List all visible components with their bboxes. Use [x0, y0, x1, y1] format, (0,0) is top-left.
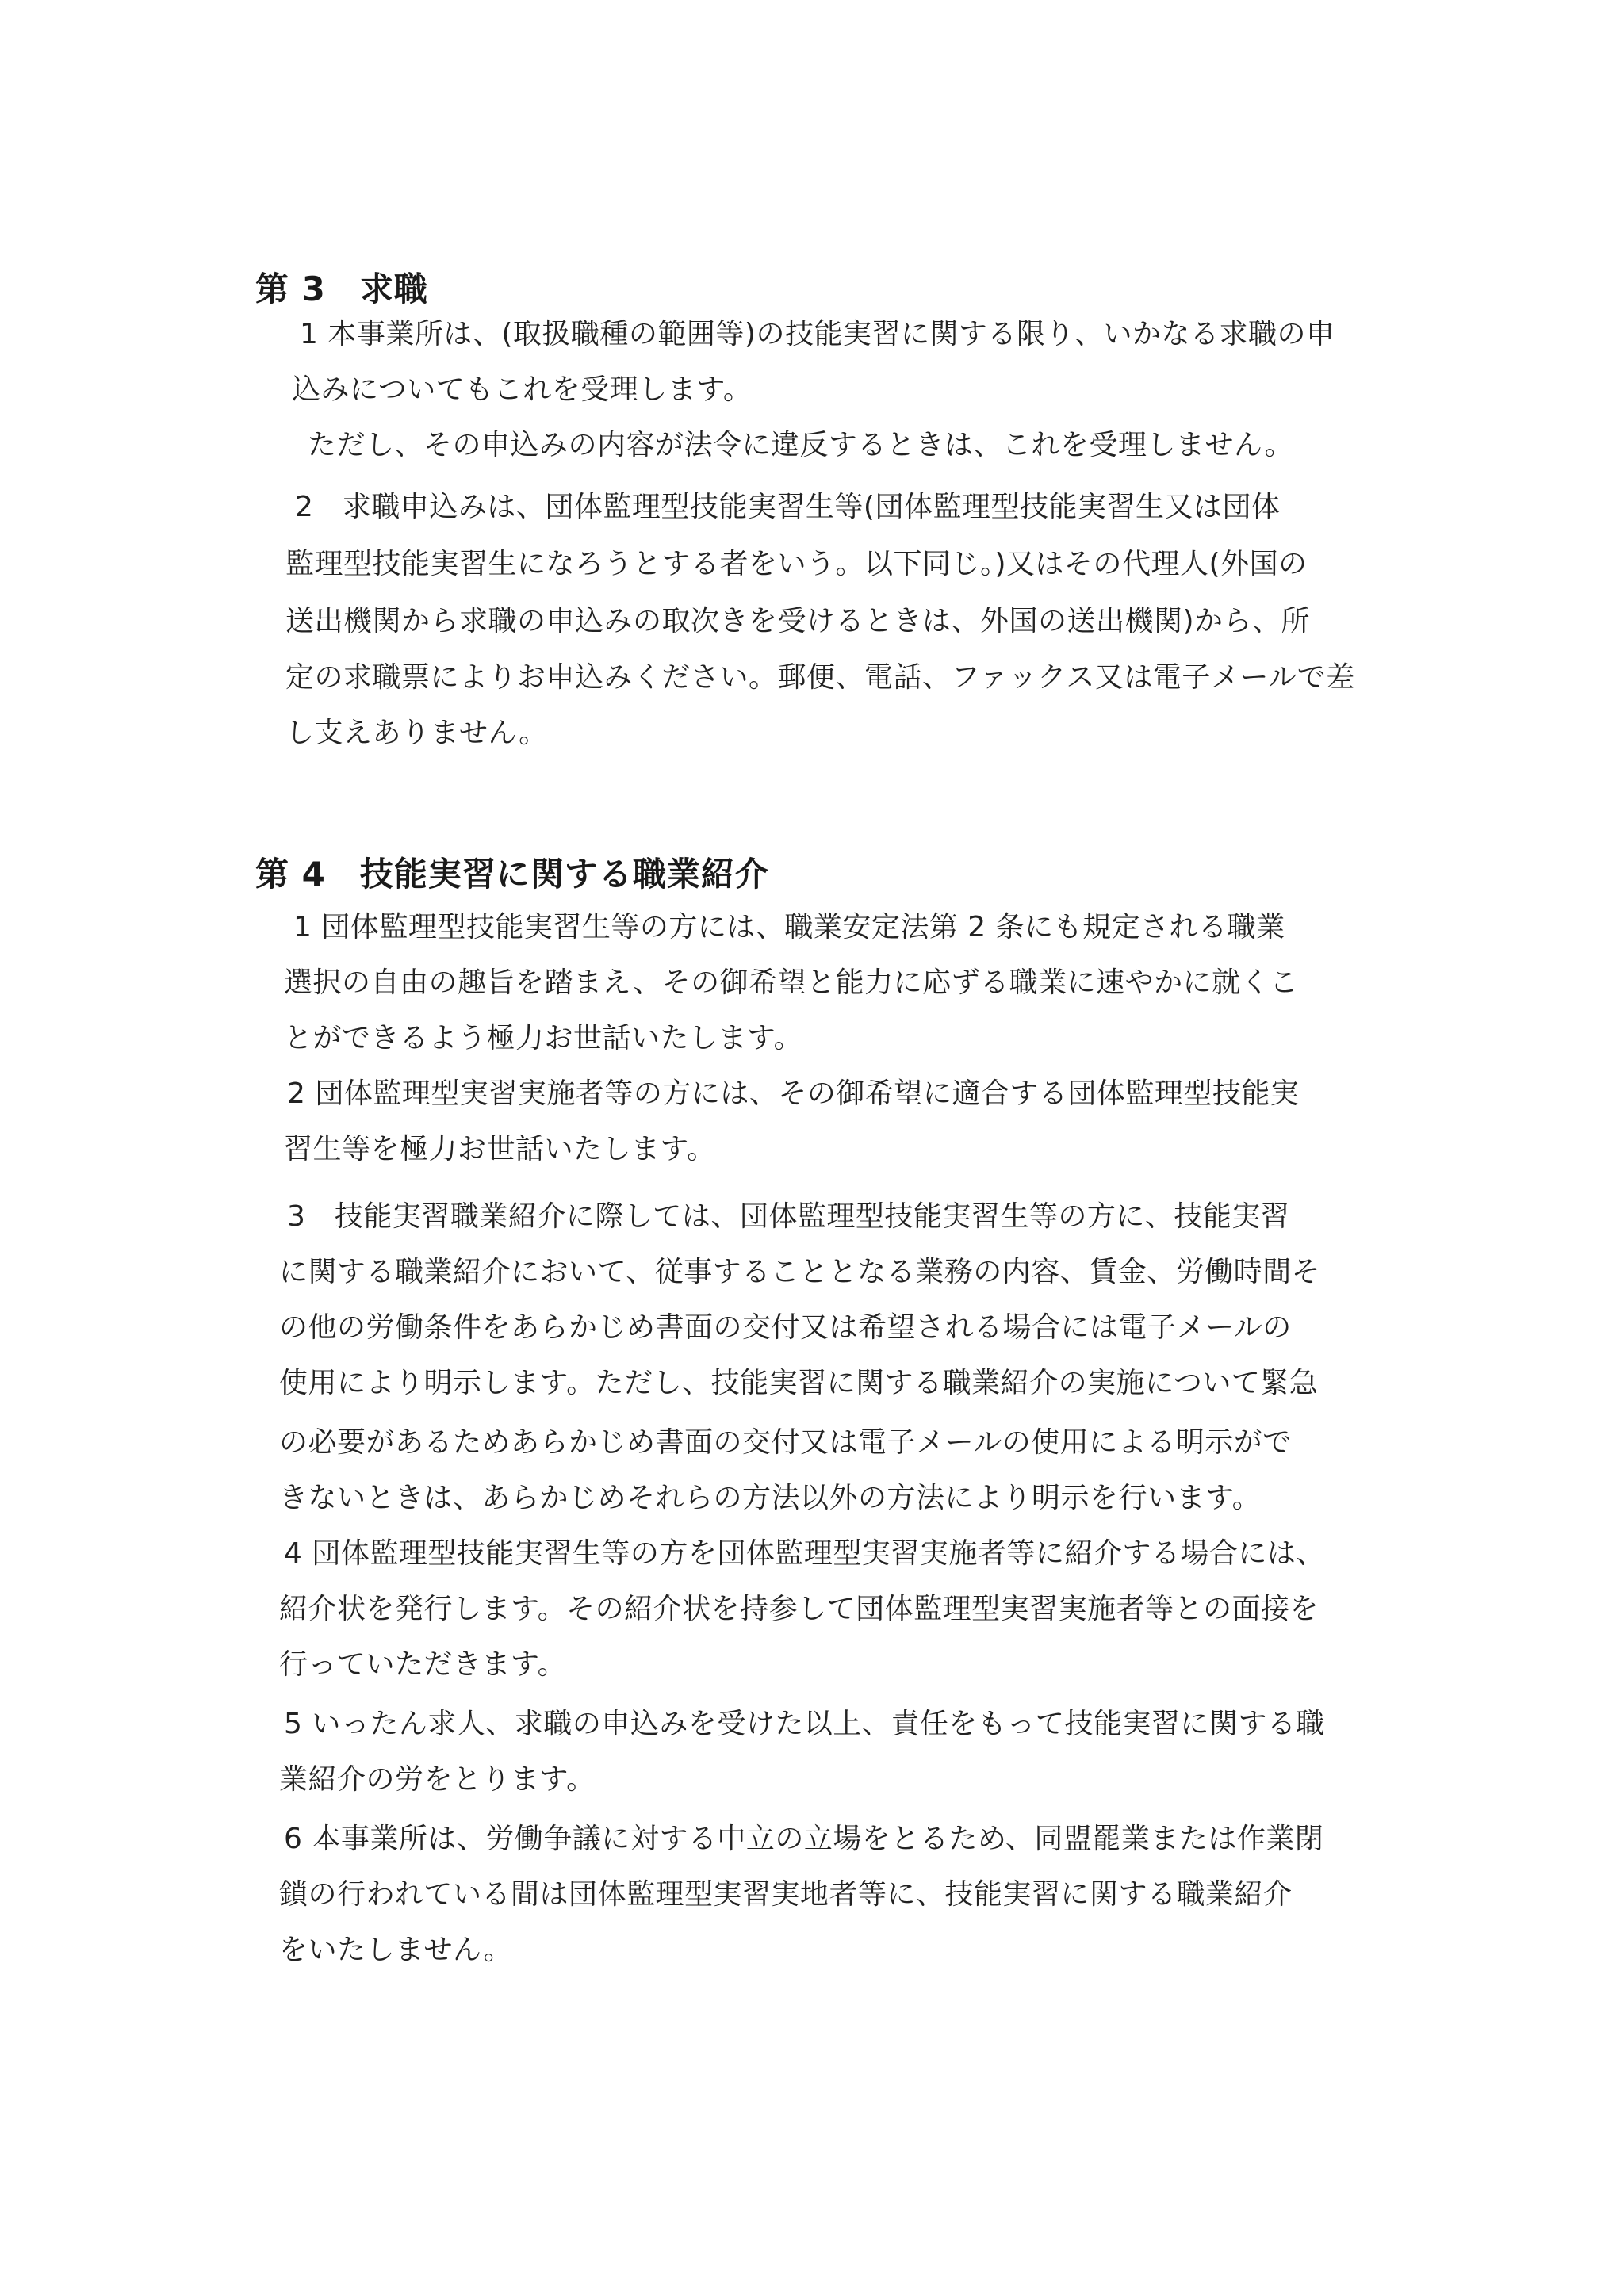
section-3-line: 送出機関から求職の申込みの取次きを受けるときは、外国の送出機関)から、所	[285, 605, 1311, 637]
section-3-line: 1 本事業所は、(取扱職種の範囲等)の技能実習に関する限り、いかなる求職の申	[300, 318, 1335, 350]
section-3-line: ただし、その申込みの内容が法令に違反するときは、これを受理しません。	[308, 429, 1294, 461]
section-3-line: 監理型技能実習生になろうとする者をいう。以下同じ。)又はその代理人(外国の	[285, 548, 1308, 580]
section-4-line: 行っていただきます。	[279, 1648, 567, 1681]
section-3-line: 込みについてもこれを受理します。	[292, 373, 753, 406]
section-4-line: 3 技能実習職業紹介に際しては、団体監理型技能実習生等の方に、技能実習	[287, 1200, 1290, 1233]
section-4-line: 5 いったん求人、求職の申込みを受けた以上、責任をもって技能実習に関する職	[284, 1708, 1325, 1740]
section-4-line: をいたしません。	[279, 1934, 513, 1966]
section-3-heading: 第 3 求職	[255, 270, 428, 308]
section-3-line: 定の求職票によりお申込みください。郵便、電話、ファックス又は電子メールで差	[285, 661, 1355, 694]
section-4-line: 鎖の行われている間は団体監理型実習実地者等に、技能実習に関する職業紹介	[279, 1878, 1293, 1911]
section-4-line: 習生等を極力お世話いたします。	[284, 1133, 716, 1165]
section-4-line: 使用により明示します。ただし、技能実習に関する職業紹介の実施について緊急	[279, 1367, 1319, 1399]
section-4-line: に関する職業紹介において、従事することとなる業務の内容、賃金、労働時間そ	[279, 1256, 1321, 1288]
section-4-line: 6 本事業所は、労働争議に対する中立の立場をとるため、同盟罷業または作業閉	[284, 1823, 1324, 1855]
section-4-line: 紹介状を発行します。その紹介状を持参して団体監理型実習実施者等との面接を	[279, 1593, 1320, 1625]
section-4-line: の必要があるためあらかじめ書面の交付又は電子メールの使用による明示がで	[279, 1426, 1292, 1459]
section-4-line: 4 団体監理型技能実習生等の方を団体監理型実習実施者等に紹介する場合には、	[284, 1537, 1325, 1570]
section-4-line: とができるよう極力お世話いたします。	[284, 1022, 803, 1054]
section-4-line: 業紹介の労をとります。	[279, 1763, 596, 1796]
section-4-heading: 第 4 技能実習に関する職業紹介	[255, 855, 769, 894]
section-4-line: きないときは、あらかじめそれらの方法以外の方法により明示を行います。	[279, 1482, 1262, 1514]
section-4-line: 選択の自由の趣旨を踏まえ、その御希望と能力に応ずる職業に速やかに就くこ	[284, 966, 1299, 999]
section-3-line: 2 求職申込みは、団体監理型技能実習生等(団体監理型技能実習生又は団体	[295, 491, 1281, 523]
section-4-line: 2 団体監理型実習実施者等の方には、その御希望に適合する団体監理型技能実	[287, 1077, 1300, 1110]
section-4-line: 1 団体監理型技能実習生等の方には、職業安定法第 2 条にも規定される職業	[293, 911, 1285, 943]
section-3-line: し支えありません。	[285, 717, 548, 749]
section-4-line: の他の労働条件をあらかじめ書面の交付又は希望される場合には電子メールの	[279, 1311, 1292, 1344]
